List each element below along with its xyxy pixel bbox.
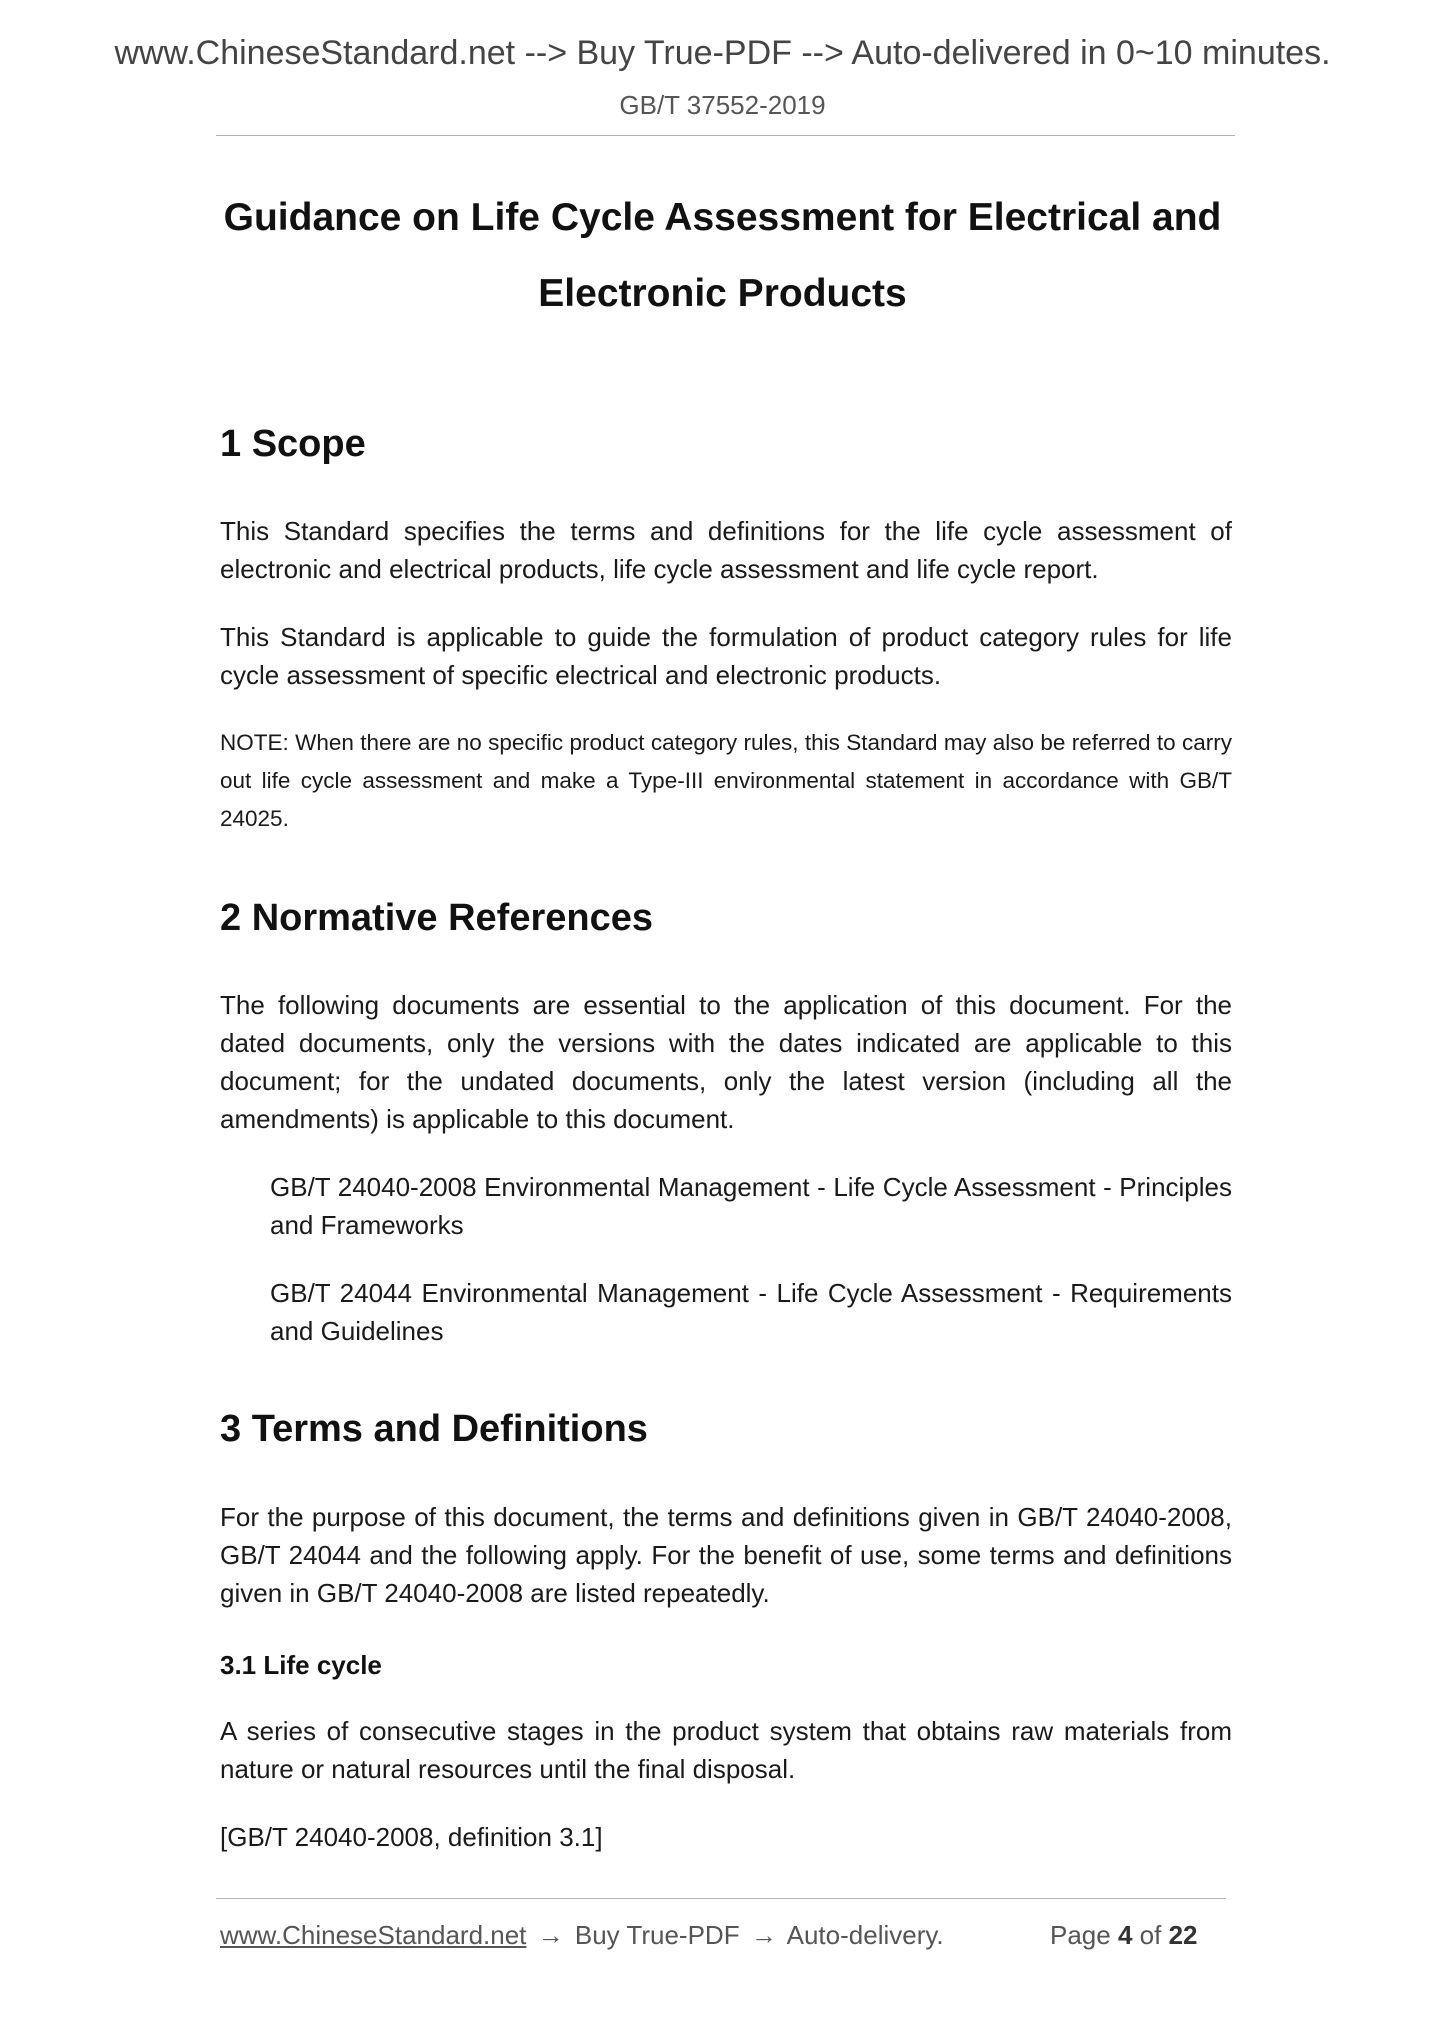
header-divider <box>216 135 1235 136</box>
section-1-paragraph-2: This Standard is applicable to guide the formulation of product category rules for life cycle assessment of specific electrical and electronic products. <box>220 622 1232 690</box>
header-banner: www.ChineseStandard.net --> Buy True-PDF --> Auto-delivered in 0~10 minutes. <box>114 34 1331 72</box>
section-1-note: NOTE: When there are no specific product category rules, this Standard may also be referred to carry out life cycle assessment and make a Type-III environmental statement in accordance with GB/T 24025. <box>220 730 1232 831</box>
arrow-right-icon: → <box>537 1920 564 1950</box>
page-indicator <box>1050 1920 1198 1951</box>
document-title-line-1: Guidance on Life Cycle Assessment for Electrical and <box>223 196 1222 239</box>
section-3-heading: 3 Terms and Definitions <box>220 1408 648 1450</box>
document-title-line-2: Electronic Products <box>538 272 907 315</box>
section-2-heading: 2 Normative References <box>220 897 653 939</box>
arrow-right-icon: → <box>750 1920 777 1950</box>
section-2-paragraph: The following documents are essential to the application of this document. For the dated documents, only the versions with the dates indicated are applicable to this document; for the undated documents, only the latest version (including all the amendments) is applicable to this document. <box>220 990 1232 1134</box>
subsection-3-1-heading: 3.1 Life cycle <box>220 1650 382 1680</box>
footer-links <box>220 1920 944 1951</box>
section-1-heading: 1 Scope <box>220 423 366 465</box>
footer-buy-text: Buy True-PDF <box>574 1920 740 1950</box>
footer-divider <box>216 1898 1226 1899</box>
subsection-3-1-definition: A series of consecutive stages in the product system that obtains raw materials from nature or natural resources until the final disposal. <box>220 1716 1232 1784</box>
page-total: 22 <box>1168 1920 1198 1950</box>
document-code: GB/T 37552-2019 <box>619 90 826 120</box>
of-label: of <box>1139 1920 1162 1950</box>
footer-site-link[interactable]: www.ChineseStandard.net <box>220 1920 527 1950</box>
reference-item-1: GB/T 24040-2008 Environmental Management - Life Cycle Assessment - Principles and Frameworks <box>270 1172 1232 1240</box>
section-3-paragraph: For the purpose of this document, the terms and definitions given in GB/T 24040-2008, GB/T 24044 and the following apply. For the benefit of use, some terms and definitions given in GB/T 24040-2008 are listed repeatedly. <box>220 1502 1232 1608</box>
page-current: 4 <box>1117 1920 1133 1950</box>
subsection-3-1-source: [GB/T 24040-2008, definition 3.1] <box>220 1822 603 1852</box>
reference-item-2: GB/T 24044 Environmental Management - Life Cycle Assessment - Requirements and Guidelines <box>270 1278 1232 1346</box>
footer-auto-text: Auto-delivery. <box>786 1920 944 1950</box>
section-1-paragraph-1: This Standard specifies the terms and definitions for the life cycle assessment of electronic and electrical products, life cycle assessment and life cycle report. <box>220 516 1232 584</box>
page-label: Page <box>1050 1920 1111 1950</box>
